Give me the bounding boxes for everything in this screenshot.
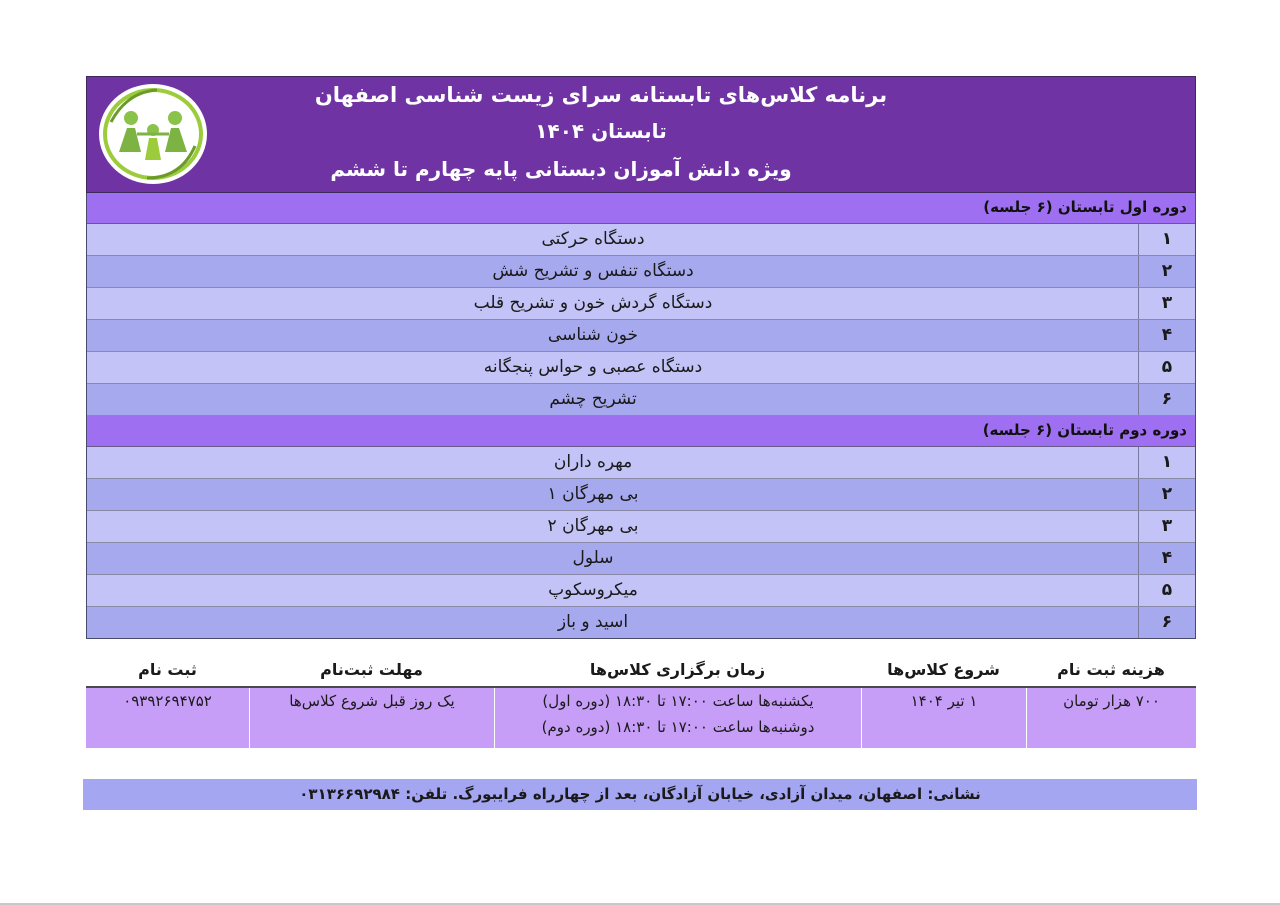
table-row: ۳ دستگاه گردش خون و تشریح قلب	[87, 288, 1195, 320]
table-row: ۶ اسید و باز	[87, 607, 1195, 638]
registration-info-row	[86, 686, 1196, 748]
register-phone-value: ۰۹۳۹۲۶۹۴۷۵۲	[123, 692, 212, 710]
register-header: ثبت نام	[138, 660, 197, 679]
start-value: ۱ تیر ۱۴۰۴	[861, 688, 1026, 748]
course-section-heading: دوره دوم تابستان (۶ جلسه)	[87, 416, 1195, 447]
family-circle-logo-icon	[97, 82, 209, 186]
schedule-value: یکشنبه‌ها ساعت ۱۷:۰۰ تا ۱۸:۳۰ (دوره اول) دوشنبه‌ها ساعت ۱۷:۰۰ تا ۱۸:۳۰ (دوره دوم)	[494, 688, 861, 748]
page-title: برنامه کلاس‌های تابستانه سرای زیست شناسی اصفهان	[314, 83, 888, 107]
start-header: شروع کلاس‌ها	[887, 660, 1000, 679]
table-row: ۲ دستگاه تنفس و تشریح شش	[87, 256, 1195, 288]
audience-subtitle: ویژه دانش آموزان دبستانی پایه چهارم تا ششم	[330, 157, 792, 181]
fee-value: ۷۰۰ هزار تومان	[1026, 688, 1196, 748]
table-row: ۳ بی مهرگان ۲	[87, 511, 1195, 543]
header-banner	[86, 76, 1196, 193]
schedule-header: زمان برگزاری کلاس‌ها	[589, 660, 766, 679]
table-row: ۲ بی مهرگان ۱	[87, 479, 1195, 511]
table-row: ۴ سلول	[87, 543, 1195, 575]
course-table	[86, 193, 1196, 639]
season-subtitle: تابستان ۱۴۰۴	[535, 119, 667, 143]
table-row: ۱ مهره داران	[87, 447, 1195, 479]
deadline-header: مهلت ثبت‌نام	[320, 660, 423, 679]
table-row: ۶ تشریح چشم	[87, 384, 1195, 416]
table-row: ۱ دستگاه حرکتی	[87, 224, 1195, 256]
registration-info-table	[86, 652, 1196, 746]
fee-header: هزینه ثبت نام	[1057, 660, 1165, 679]
table-row: ۵ دستگاه عصبی و حواس پنجگانه	[87, 352, 1195, 384]
table-row: ۴ خون شناسی	[87, 320, 1195, 352]
table-row: ۵ میکروسکوپ	[87, 575, 1195, 607]
address-footer: نشانی: اصفهان، میدان آزادی، خیابان آزادگان، بعد از چهارراه فرایبورگ. تلفن: ۰۳۱۳۶۶۹۲۹۸۴	[83, 779, 1197, 810]
course-section-heading: دوره اول تابستان (۶ جلسه)	[87, 193, 1195, 224]
deadline-value: یک روز قبل شروع کلاس‌ها	[249, 688, 494, 748]
